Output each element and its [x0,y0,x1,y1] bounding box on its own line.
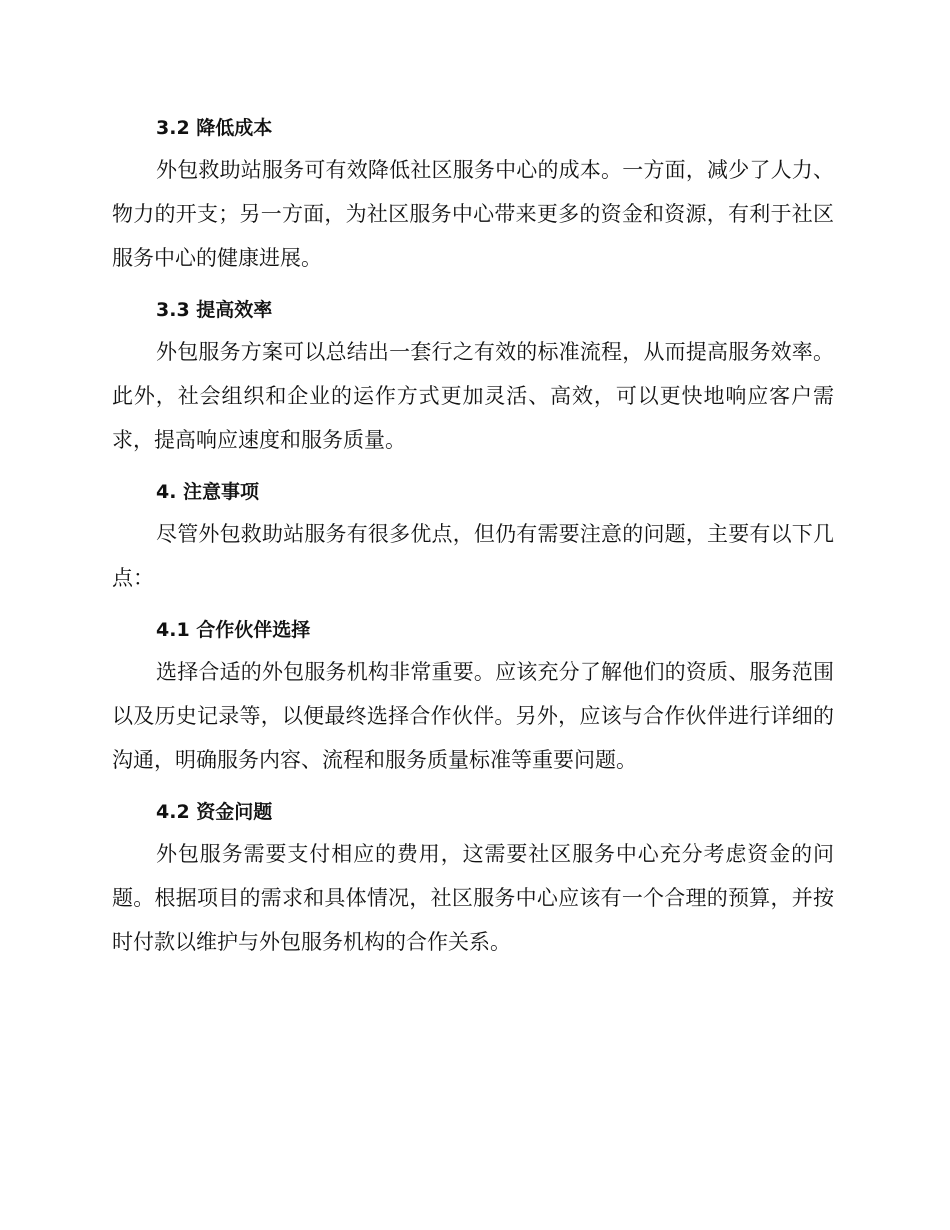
section-heading-4-1: 4.1 合作伙伴选择 [156,619,311,641]
section-paragraph-4: 尽管外包救助站服务有很多优点，但仍有需要注意的问题，主要有以下几点： [112,522,834,590]
section-paragraph-4-2: 外包服务需要支付相应的费用，这需要社区服务中心充分考虑资金的问题。根据项目的需求和具体情况，社区服务中心应该有一个合理的预算，并按时付款以维护与外包服务机构的合作关系。 [112,842,834,954]
section-heading-3-2: 3.2 降低成本 [156,117,273,139]
section-heading-4: 4. 注意事项 [156,481,260,503]
document-body [112,108,834,974]
section-paragraph-4-1: 选择合适的外包服务机构非常重要。应该充分了解他们的资质、服务范围以及历史记录等，以便最终选择合作伙伴。另外，应该与合作伙伴进行详细的沟通，明确服务内容、流程和服务质量标准等重要问题。 [112,660,834,772]
section-paragraph-3-2: 外包救助站服务可有效降低社区服务中心的成本。一方面，减少了人力、物力的开支；另一方面，为社区服务中心带来更多的资金和资源，有利于社区服务中心的健康进展。 [112,158,834,270]
section-heading-4-2: 4.2 资金问题 [156,801,273,823]
section-heading-3-3: 3.3 提高效率 [156,299,273,321]
section-paragraph-3-3: 外包服务方案可以总结出一套行之有效的标准流程，从而提高服务效率。此外，社会组织和企业的运作方式更加灵活、高效，可以更快地响应客户需求，提高响应速度和服务质量。 [112,340,834,452]
